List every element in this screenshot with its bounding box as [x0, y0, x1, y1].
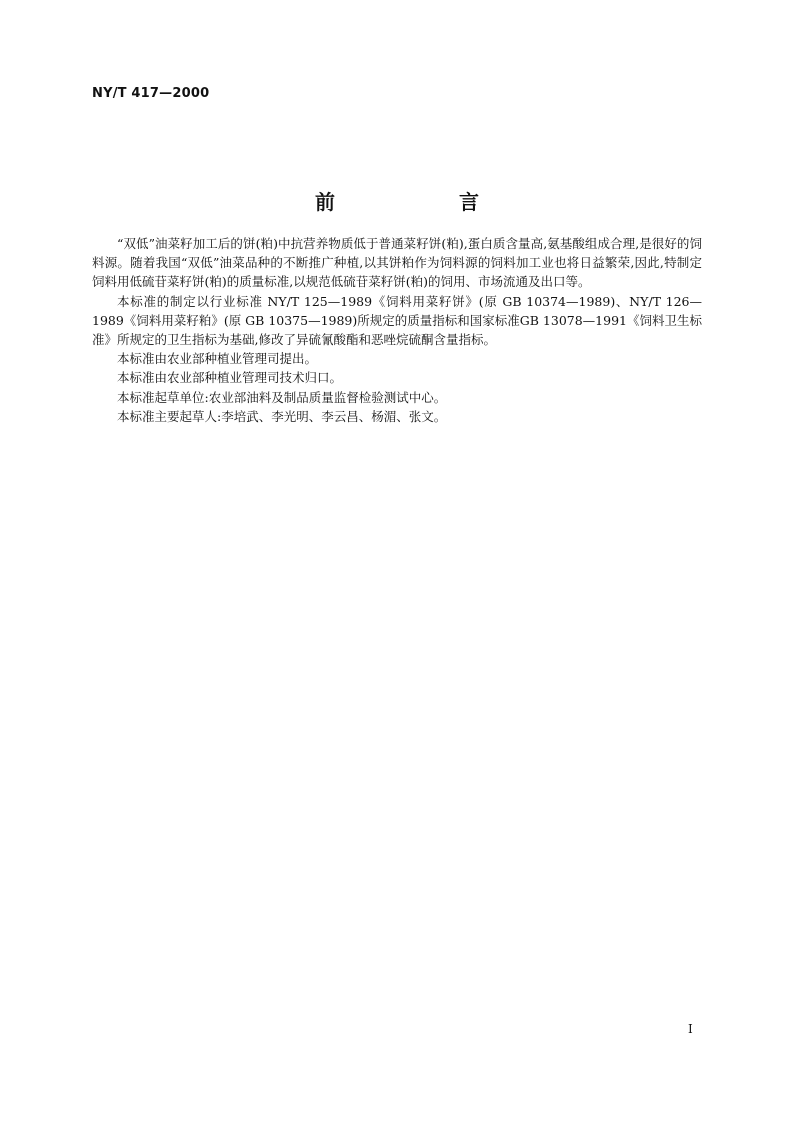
foreword-body: [92, 234, 702, 426]
page-number: I: [688, 1022, 693, 1036]
paragraph-basis: 本标准的制定以行业标准 NY/T 125—1989《饲料用菜籽饼》(原 GB 10374—1989)、NY/T 126—1989《饲料用菜籽粕》(原 GB 10375—1989)所规定的质量指标和国家标准GB 13078—1991《饲料卫生标准》所规定的卫生指标为基础,修改了异硫氰酸酯和恶唑烷硫酮含量指标。: [92, 293, 702, 348]
paragraph-drafting-unit: 本标准起草单位:农业部油料及制品质量监督检验测试中心。: [117, 389, 447, 405]
page-title: 前 言: [315, 190, 531, 214]
paragraph-proposer: 本标准由农业部种植业管理司提出。: [117, 351, 318, 367]
paragraph-background: “双低”油菜籽加工后的饼(粕)中抗营养物质低于普通菜籽饼(粕),蛋白质含量高,氨基酸组成合理,是很好的饲料源。随着我国“双低”油菜品种的不断推广种植,以其饼粕作为饲料源的饲料加工业也将日益繁荣,因此,特制定饲料用低硫苷菜籽饼(粕)的质量标准,以规范低硫苷菜籽饼(粕)的饲用、市场流通及出口等。: [92, 236, 702, 290]
paragraph-drafters: 本标准主要起草人:李培武、李光明、李云昌、杨湄、张文。: [117, 408, 447, 424]
standard-code: NY/T 417—2000: [92, 86, 210, 101]
paragraph-centralized-by: 本标准由农业部种植业管理司技术归口。: [117, 370, 343, 386]
